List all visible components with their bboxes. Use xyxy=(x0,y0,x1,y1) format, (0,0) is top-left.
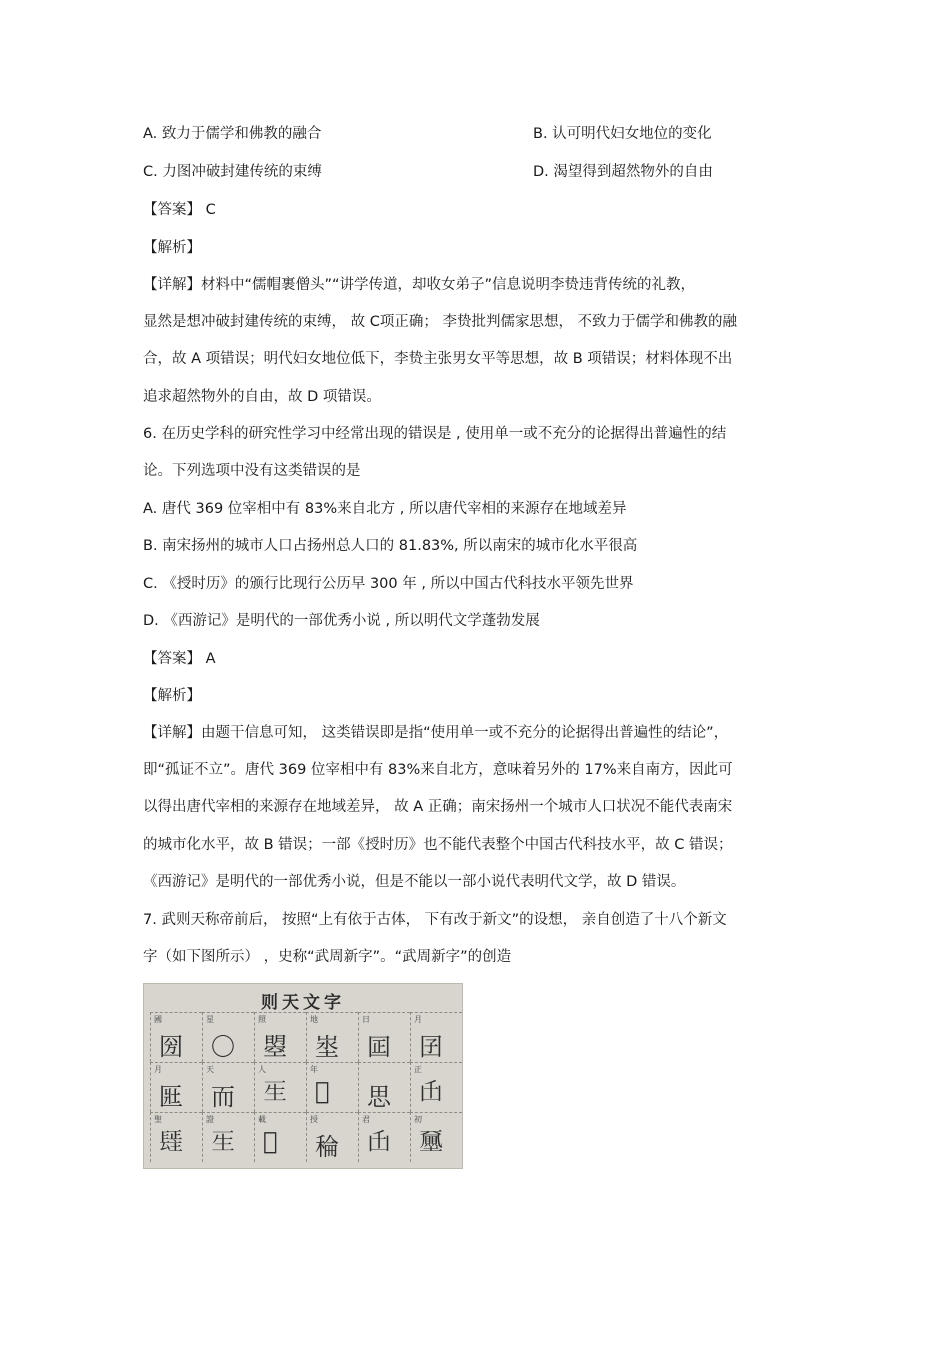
original-character: 地 xyxy=(310,1015,318,1024)
wuzhou-character: 𠙺 xyxy=(367,1128,391,1156)
character-cell xyxy=(202,1062,254,1112)
character-cell xyxy=(254,1012,306,1062)
wuzhou-character: 圀 xyxy=(159,1033,183,1061)
q5-detail-line: 【详解】材料中“儒帽裹僧头”“讲学传道，却收女弟子”信息说明李贽违背传统的礼教， xyxy=(143,277,696,293)
character-cell xyxy=(410,1012,462,1062)
original-character: 國 xyxy=(154,1015,162,1024)
original-character: 月 xyxy=(414,1015,422,1024)
original-character: 人 xyxy=(258,1065,266,1074)
wuzhou-character: 囝 xyxy=(419,1033,443,1061)
q5-detail-line: 合，故 A 项错误；明代妇女地位低下，李贽主张男女平等思想，故 B 项错误；材料体现不出 xyxy=(143,351,733,367)
character-cell xyxy=(410,1062,462,1112)
original-character: 證 xyxy=(206,1115,214,1124)
wuzhou-character: 埊 xyxy=(315,1033,339,1061)
q5-option-c: C. 力图冲破封建传统的束缚 xyxy=(143,164,322,180)
q6-detail-line: 《西游记》是明代的一部优秀小说，但是不能以一部小说代表明代文学，故 D 错误。 xyxy=(143,874,686,890)
character-cell xyxy=(306,1062,358,1112)
character-cell xyxy=(306,1112,358,1162)
character-cell xyxy=(254,1062,306,1112)
original-character: 授 xyxy=(310,1115,318,1124)
original-character: 日 xyxy=(362,1015,370,1024)
q6-option-a: A. 唐代 369 位宰相中有 83%来自北方 , 所以唐代宰相的来源存在地域差异 xyxy=(143,501,627,517)
original-character: 照 xyxy=(258,1015,266,1024)
wuzhou-character: 𡔈 xyxy=(419,1128,443,1156)
q6-stem-line: 6. 在历史学科的研究性学习中经常出现的错误是 , 使用单一或不充分的论据得出普遍性的结 xyxy=(143,426,727,442)
original-character: 年 xyxy=(310,1065,318,1074)
wuzhou-character: 曌 xyxy=(263,1033,287,1061)
wuzhou-character: 𠡦 xyxy=(315,1077,330,1105)
character-cell xyxy=(306,1012,358,1062)
q6-analysis-label: 【解析】 xyxy=(143,688,201,704)
wuzhou-character: 𤯔 xyxy=(211,1128,235,1156)
original-character: 正 xyxy=(414,1065,422,1074)
original-character: 初 xyxy=(414,1115,422,1124)
character-cell xyxy=(358,1112,410,1162)
q6-stem-line: 论。下列选项中没有这类错误的是 xyxy=(143,463,361,479)
wuzhou-character: 〇 xyxy=(211,1033,235,1061)
original-character: 載 xyxy=(258,1115,266,1124)
original-character: 聖 xyxy=(154,1115,162,1124)
wuzhou-character: 𠙺 xyxy=(419,1078,443,1106)
q5-analysis-label: 【解析】 xyxy=(143,240,201,256)
wuzhou-character: 𠻆 xyxy=(263,1127,278,1155)
q5-option-a: A. 致力于儒学和佛教的融合 xyxy=(143,126,322,142)
wuzhou-characters-figure xyxy=(143,983,463,1169)
wuzhou-character: 囸 xyxy=(367,1033,391,1061)
character-cell xyxy=(358,1062,410,1112)
q5-option-b: B. 认可明代妇女地位的变化 xyxy=(533,126,712,142)
wuzhou-character: 𤯔 xyxy=(263,1078,287,1106)
wuzhou-character: 思 xyxy=(367,1083,391,1111)
q6-answer: 【答案】 A xyxy=(143,651,216,667)
q6-detail-line: 以得出唐代宰相的来源存在地域差异， 故 A 正确；南宋扬州一个城市人口状况不能代表南宋 xyxy=(143,799,733,815)
wuzhou-character: 𨲢 xyxy=(159,1128,183,1156)
character-cell xyxy=(410,1112,462,1162)
original-character: 天 xyxy=(206,1065,214,1074)
q7-stem-line: 7. 武则天称帝前后， 按照“上有依于古体， 下有改于新文”的设想， 亲自创造了十八个新文 xyxy=(143,912,727,928)
q6-option-b: B. 南宋扬州的城市人口占扬州总人口的 81.83%, 所以南宋的城市化水平很高 xyxy=(143,538,638,554)
character-cell xyxy=(150,1062,202,1112)
character-cell xyxy=(150,1012,202,1062)
q7-stem-line: 字（如下图所示） ，史称“武周新字”。“武周新字”的创造 xyxy=(143,949,512,965)
q5-answer: 【答案】 C xyxy=(143,202,216,218)
q6-detail-line: 的城市化水平，故 B 错误；一部《授时历》也不能代表整个中国古代科技水平，故 C 错误； xyxy=(143,837,733,853)
character-cell xyxy=(202,1112,254,1162)
q5-detail-line: 显然是想冲破封建传统的束缚， 故 C项正确； 李贽批判儒家思想， 不致力于儒学和佛教的融 xyxy=(143,314,738,330)
q5-option-d: D. 渴望得到超然物外的自由 xyxy=(533,164,713,180)
original-character: 月 xyxy=(154,1065,162,1074)
wuzhou-character: 而 xyxy=(211,1083,235,1111)
wuzhou-character: 稐 xyxy=(315,1133,339,1161)
q6-option-d: D. 《西游记》是明代的一部优秀小说 , 所以明代文学蓬勃发展 xyxy=(143,613,540,629)
q6-detail-line: 即“孤证不立”。唐代 369 位宰相中有 83%来自北方，意味着另外的 17%来自南方，因此可 xyxy=(143,762,733,778)
character-cell xyxy=(358,1012,410,1062)
q6-detail-line: 【详解】由题干信息可知， 这类错误即是指“使用单一或不充分的论据得出普遍性的结论”， xyxy=(143,725,729,741)
q5-detail-line: 追求超然物外的自由，故 D 项错误。 xyxy=(143,389,381,405)
character-cell xyxy=(150,1112,202,1162)
original-character: 君 xyxy=(362,1115,370,1124)
wuzhou-character: 匨 xyxy=(159,1083,183,1111)
character-cell xyxy=(254,1112,306,1162)
original-character: 星 xyxy=(206,1015,214,1024)
character-cell xyxy=(202,1012,254,1062)
figure-title: 则天文字 xyxy=(261,993,345,1013)
q6-option-c: C. 《授时历》的颁行比现行公历早 300 年 , 所以中国古代科技水平领先世界 xyxy=(143,576,634,592)
